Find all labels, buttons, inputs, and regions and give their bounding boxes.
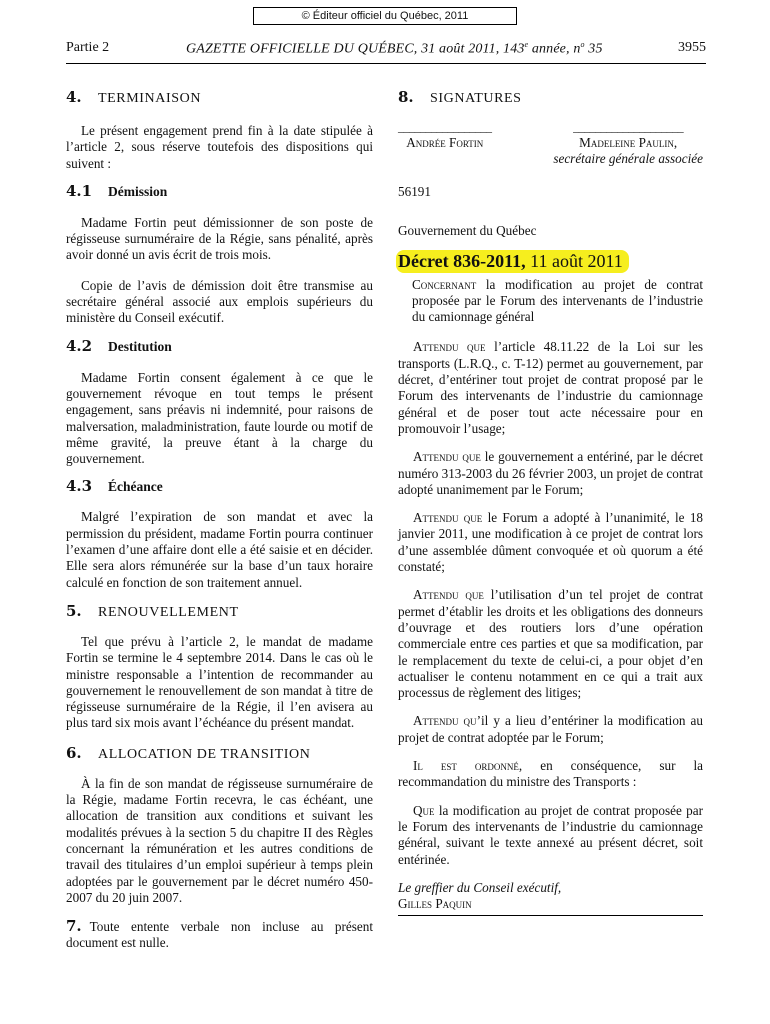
- section-4-2-heading: 4.2 Destitution: [66, 336, 172, 355]
- section-4-2-text: Madame Fortin consent également à ce que le gouvernement révoque en tout temps le présent engagement, sans préavis ni indemnité, pour raisons de malversation, maladministration, faute lourde ou motif de même gravité, la preuve étant à la charge du gouvernement.: [66, 369, 373, 467]
- header-rule: [66, 63, 706, 64]
- section-7: 7. Toute entente verbale non incluse au présent document est nulle.: [66, 917, 373, 951]
- government-label: Gouvernement du Québec: [398, 223, 537, 239]
- section-4-3-heading: 4.3 Échéance: [66, 477, 163, 496]
- right-column: [398, 88, 703, 916]
- attendu-4: Attendu que l’utilisation d’un tel projet de contrat permet d’établir les droits et les obligations des donneurs d’ouvrage et des routiers lors d’une opération commerciale entre ces parties et que sa modification, par le remplacement du texte de celui-ci, a pour objet d’en actualiser le contenu notamment en ce qui a trait aux processus de règlement des litiges;: [398, 587, 703, 701]
- decree-title: Décret 836-2011, 11 août 2011: [398, 250, 703, 273]
- end-rule: [398, 915, 703, 916]
- section-8-heading: 8. SIGNATURES: [398, 88, 522, 106]
- decree-subject: Concernant la modification au projet de contrat proposée par le Forum des intervenants de l’industrie du camionnage général: [412, 276, 703, 325]
- que-clause: Que la modification au projet de contrat proposée par le Forum des intervenants de l’industrie du camionnage général, suivant le texte annexé au présent décret, soit entérinée.: [398, 802, 703, 867]
- section-4-1-para-1: Madame Fortin peut démissionner de son poste de régisseuse surnuméraire de la Régie, sans pénalité, après avoir donné un avis écrit de trois mois.: [66, 214, 373, 263]
- section-4-3-text: Malgré l’expiration de son mandat et avec la permission du président, madame Fortin pourra continuer l’examen d’une affaire dont elle a été saisie et en décider. Elle sera alors rémunérée sur la base d’un taux horaire calculé en fonction de son traitement annuel.: [66, 509, 373, 590]
- attendu-3: Attendu que le Forum a adopté à l’unanimité, le 18 janvier 2011, une modification à ce projet de contrat lors d’une assemblée dûment convoquée et où quorum a été constaté;: [398, 510, 704, 575]
- section-6-heading: 6. ALLOCATION DE TRANSITION: [66, 743, 311, 762]
- section-4-1-para-2: Copie de l’avis de démission doit être transmise au secrétaire général associé aux emplois supérieurs du ministère du Conseil exécutif.: [66, 277, 373, 326]
- section-6-text: À la fin de son mandat de régisseuse surnuméraire de la Régie, madame Fortin recevra, le cas échéant, une allocation de transition aux conditions et suivant les modalités prévues à la section 5 du chapitre II des Règles concernant la rémunération et les autres conditions de travail des titulaires d’un emploi supérieur à temps plein adoptées par le gouvernement par le décret numéro 450-2007 du 20 juin 2007.: [66, 775, 373, 905]
- attendu-5: Attendu qu’il y a lieu d’entériner la modification au projet de contrat adoptée par le Forum;: [398, 713, 703, 745]
- signatures: [398, 119, 703, 167]
- greffier-title: Le greffier du Conseil exécutif,: [398, 879, 562, 895]
- attendu-2: Attendu que le gouvernement a entériné, par le décret numéro 313-2003 du 26 février 2003, un projet de contrat adopté unanimement par le Forum;: [398, 449, 703, 497]
- il-est-ordonne: Il est ordonné, en conséquence, sur la recommandation du ministre des Transports :: [398, 758, 704, 790]
- signature-paulin: ____________________ Madeleine Paulin, secrétaire générale associée: [553, 120, 703, 166]
- header-part: Partie 2: [66, 40, 110, 55]
- header-title: GAZETTE OFFICIELLE DU QUÉBEC, 31 août 2011, 143e année, $n^o$ 35: [186, 40, 603, 57]
- reference-number: 56191: [398, 184, 431, 199]
- signature-fortin: _________________ Andrée Fortin: [398, 120, 492, 150]
- header-page-number: 3955: [678, 40, 706, 55]
- section-5-heading: 5. RENOUVELLEMENT: [66, 601, 239, 620]
- greffier-name: Gilles Paquin: [398, 896, 472, 912]
- section-4-heading: 4. TERMINAISON: [66, 88, 202, 106]
- attendu-1: Attendu que l’article 48.11.22 de la Loi sur les transports (L.R.Q., c. T-12) permet au gouvernement, par décret, d’entériner tout projet de contrat proposé par le Forum des intervenants de l’industrie du camionnage général et de poser tout acte nécessaire pour en promouvoir l’usage;: [398, 339, 703, 436]
- section-4-text: Le présent engagement prend fin à la date stipulée à l’article 2, sous réserve toutefois des dispositions qui suivent :: [66, 123, 373, 171]
- section-5-text: Tel que prévu à l’article 2, le mandat de madame Fortin se termine le 4 septembre 2014. Dans le cas où le ministre responsable a l’intention de recommander au gouvernement le renouvellement de son mandat à titre de régisseuse surnuméraire de la Régie, il l’en avisera au plus tard six mois avant l’échéance du présent mandat.: [66, 633, 373, 731]
- left-column: [66, 88, 373, 952]
- section-4-1-heading: 4.1 Démission: [66, 181, 168, 200]
- copyright-banner: © Éditeur officiel du Québec, 2011: [253, 7, 517, 25]
